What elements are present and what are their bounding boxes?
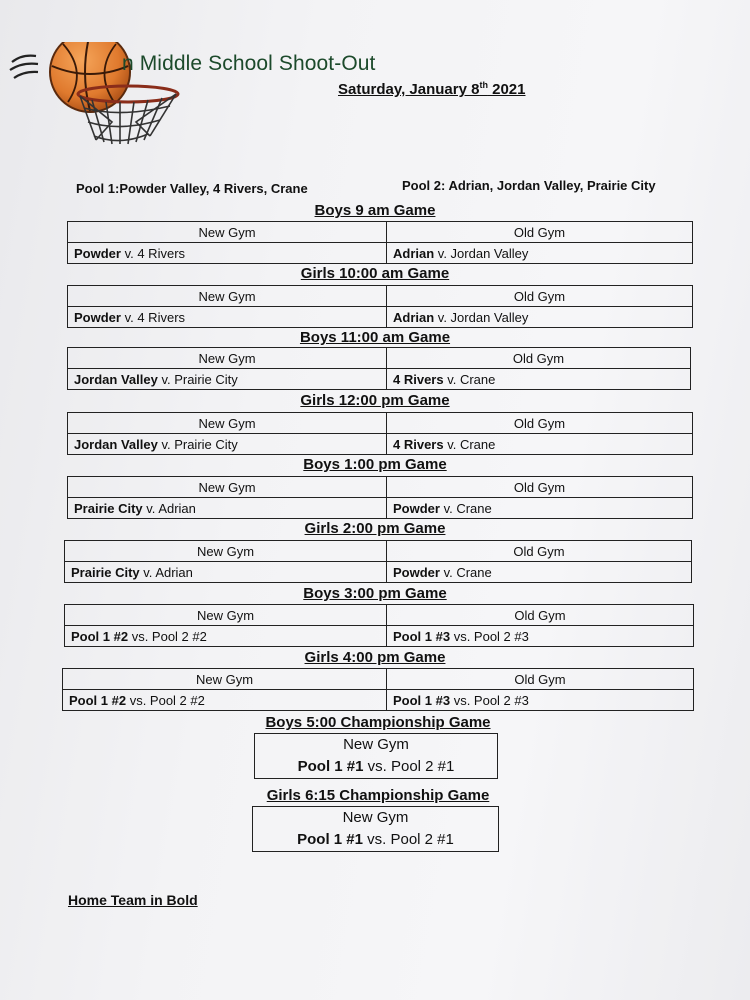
new-gym-label: New Gym <box>68 222 387 243</box>
away-team: Pool 2 #2 <box>151 628 207 644</box>
versus: vs. <box>126 692 150 708</box>
game-table <box>67 412 693 455</box>
away-team: Pool 2 #2 <box>149 692 205 708</box>
versus: v. <box>120 309 138 325</box>
old-gym-label: Old Gym <box>387 605 694 626</box>
game-heading: Girls 10:00 am Game <box>300 265 450 282</box>
gym-row <box>68 477 693 498</box>
home-team: Prairie City <box>74 500 143 516</box>
game-heading: Boys 11:00 am Game <box>299 329 451 346</box>
new-gym-label: New Gym <box>63 669 387 690</box>
game-table <box>64 540 692 583</box>
home-team: Pool 1 #3 <box>393 692 451 708</box>
new-gym-matchup <box>63 690 387 711</box>
championship-gym: New Gym <box>342 809 409 826</box>
away-team: 4 Rivers <box>137 309 186 325</box>
home-team: Pool 1 #1 <box>297 758 364 775</box>
home-team: Powder <box>74 309 121 325</box>
game-heading: Boys 1:00 pm Game <box>303 456 447 473</box>
home-team: Powder <box>393 564 440 580</box>
versus: v. <box>443 371 460 387</box>
away-team: Pool 2 #3 <box>473 628 529 644</box>
versus: v. <box>439 564 457 580</box>
new-gym-matchup <box>65 562 387 583</box>
home-team: Pool 1 #2 <box>71 628 129 644</box>
home-team: Prairie City <box>71 564 140 580</box>
away-team: Prairie City <box>174 436 238 452</box>
new-gym-label: New Gym <box>65 605 387 626</box>
versus: v. <box>439 500 457 516</box>
game-heading: Boys 3:00 pm Game <box>303 585 447 602</box>
new-gym-matchup <box>68 243 387 264</box>
old-gym-matchup <box>387 626 694 647</box>
new-gym-label: New Gym <box>65 541 387 562</box>
home-team: Pool 1 #2 <box>69 692 127 708</box>
versus: v. <box>434 245 451 261</box>
versus: vs. <box>450 628 474 644</box>
game-heading: Boys 9 am Game <box>314 202 436 219</box>
matchup-row <box>63 690 694 711</box>
game-table <box>67 221 693 264</box>
versus: vs. <box>363 758 391 775</box>
new-gym-label: New Gym <box>68 286 387 307</box>
home-team: Adrian <box>393 309 435 325</box>
old-gym-matchup <box>387 369 691 390</box>
new-gym-matchup <box>65 626 387 647</box>
old-gym-matchup <box>387 562 692 583</box>
versus: vs. <box>450 692 474 708</box>
matchup-row <box>68 434 693 455</box>
versus: v. <box>142 500 159 516</box>
championship-heading: Boys 5:00 Championship Game <box>265 714 491 731</box>
old-gym-label: Old Gym <box>387 286 693 307</box>
game-heading: Girls 12:00 pm Game <box>300 392 450 409</box>
old-gym-label: Old Gym <box>387 413 693 434</box>
away-team: Prairie City <box>174 371 238 387</box>
new-gym-label: New Gym <box>68 348 387 369</box>
home-team: Pool 1 #3 <box>393 628 451 644</box>
championship-matchup <box>253 829 498 851</box>
championship-gym: New Gym <box>343 736 409 753</box>
gym-row <box>63 669 694 690</box>
versus: v. <box>434 309 451 325</box>
championship-box <box>254 733 498 779</box>
old-gym-label: Old Gym <box>387 669 694 690</box>
game-table <box>62 668 694 711</box>
away-team: Crane <box>456 564 492 580</box>
new-gym-label: New Gym <box>68 477 387 498</box>
versus: vs. <box>362 831 391 848</box>
home-team: Powder <box>74 245 121 261</box>
old-gym-label: Old Gym <box>387 348 691 369</box>
championship-matchup <box>255 756 497 778</box>
new-gym-matchup <box>68 307 387 328</box>
championship-heading: Girls 6:15 Championship Game <box>266 787 490 804</box>
matchup-row <box>65 562 692 583</box>
matchup-row <box>68 369 691 390</box>
old-gym-label: Old Gym <box>387 222 693 243</box>
versus: v. <box>139 564 156 580</box>
away-team: Crane <box>456 500 492 516</box>
date-text: Saturday, January 8 <box>338 81 480 98</box>
matchup-row <box>68 243 693 264</box>
old-gym-matchup <box>387 498 693 519</box>
away-team: Crane <box>459 371 496 387</box>
matchup-row <box>65 626 694 647</box>
new-gym-matchup <box>68 434 387 455</box>
date-suffix: th <box>479 80 488 90</box>
event-title: n Middle School Shoot-Out <box>122 52 376 75</box>
old-gym-matchup <box>387 690 694 711</box>
versus: v. <box>443 436 460 452</box>
game-table <box>67 347 691 390</box>
gym-row <box>68 222 693 243</box>
pool-2-teams: Pool 2: Adrian, Jordan Valley, Prairie City <box>402 178 656 193</box>
away-team: Pool 2 #1 <box>390 758 455 775</box>
date-year: 2021 <box>487 81 526 98</box>
new-gym-matchup <box>68 498 387 519</box>
versus: v. <box>157 436 175 452</box>
old-gym-matchup <box>387 434 693 455</box>
pool-1-teams: Pool 1:Powder Valley, 4 Rivers, Crane <box>76 181 308 196</box>
away-team: Jordan Valley <box>450 245 529 261</box>
game-heading: Girls 2:00 pm Game <box>304 520 446 537</box>
matchup-row <box>68 307 693 328</box>
home-team: 4 Rivers <box>393 371 444 387</box>
home-team: Adrian <box>393 245 435 261</box>
championship-box <box>252 806 499 852</box>
versus: vs. <box>128 628 152 644</box>
home-team: Pool 1 #1 <box>297 831 363 848</box>
home-team: Jordan Valley <box>74 371 158 387</box>
away-team: Adrian <box>155 564 193 580</box>
old-gym-label: Old Gym <box>387 477 693 498</box>
event-date <box>338 80 526 98</box>
versus: v. <box>120 245 138 261</box>
game-table <box>67 285 693 328</box>
game-table <box>67 476 693 519</box>
gym-row <box>68 413 693 434</box>
gym-row <box>68 286 693 307</box>
game-table <box>64 604 694 647</box>
old-gym-matchup <box>387 243 693 264</box>
away-team: 4 Rivers <box>137 245 186 261</box>
versus: v. <box>157 371 175 387</box>
new-gym-label: New Gym <box>68 413 387 434</box>
away-team: Adrian <box>158 500 196 516</box>
gym-row <box>65 541 692 562</box>
old-gym-label: Old Gym <box>387 541 692 562</box>
away-team: Crane <box>459 436 496 452</box>
away-team: Pool 2 #1 <box>390 831 454 848</box>
home-team: 4 Rivers <box>393 436 444 452</box>
away-team: Pool 2 #3 <box>473 692 529 708</box>
game-heading: Girls 4:00 pm Game <box>304 649 446 666</box>
away-team: Jordan Valley <box>450 309 529 325</box>
gym-row <box>65 605 694 626</box>
matchup-row <box>68 498 693 519</box>
gym-row <box>68 348 691 369</box>
old-gym-matchup <box>387 307 693 328</box>
new-gym-matchup <box>68 369 387 390</box>
home-team: Powder <box>393 500 440 516</box>
home-team: Jordan Valley <box>74 436 158 452</box>
home-team-note: Home Team in Bold <box>68 892 198 908</box>
